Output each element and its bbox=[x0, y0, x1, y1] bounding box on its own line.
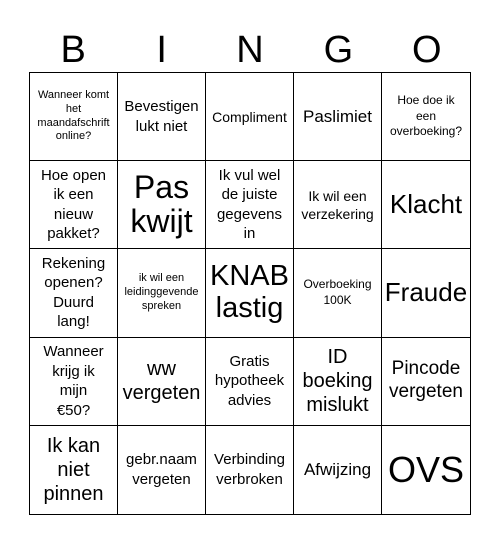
cell-text: Ik kan niet pinnen bbox=[43, 434, 104, 505]
cell-text: ID boeking mislukt bbox=[302, 346, 373, 417]
bingo-grid bbox=[29, 72, 471, 515]
bingo-cell[interactable] bbox=[206, 426, 294, 514]
bingo-cell[interactable] bbox=[30, 426, 118, 514]
cell-text: Compliment bbox=[212, 108, 287, 125]
bingo-cell[interactable] bbox=[206, 73, 294, 161]
header-letter-i: I bbox=[156, 29, 167, 71]
cell-text: gebr.naam vergeten bbox=[126, 451, 197, 488]
bingo-cell[interactable] bbox=[118, 338, 206, 426]
cell-text: Pincode vergeten bbox=[389, 358, 463, 403]
cell-text: Wanneer komt het maandafschrift online? bbox=[37, 89, 110, 143]
cell-text: Klacht bbox=[389, 188, 463, 219]
cell-text: ik wil een leidinggevende spreken bbox=[124, 272, 199, 312]
bingo-cell[interactable] bbox=[382, 249, 470, 337]
bingo-cell[interactable] bbox=[382, 338, 470, 426]
cell-text: Rekening openen? Duurd lang! bbox=[41, 254, 106, 331]
header-letter-b: B bbox=[60, 29, 86, 71]
cell-text: Gratis hypotheek advies bbox=[214, 352, 285, 409]
bingo-cell[interactable] bbox=[382, 161, 470, 249]
bingo-cell[interactable] bbox=[382, 426, 470, 514]
header-letter-n: N bbox=[236, 29, 264, 71]
bingo-cell[interactable] bbox=[294, 249, 382, 337]
bingo-cell[interactable] bbox=[206, 161, 294, 249]
cell-text: Pas kwijt bbox=[130, 169, 193, 239]
bingo-cell[interactable] bbox=[30, 249, 118, 337]
bingo-cell[interactable] bbox=[294, 73, 382, 161]
bingo-cell[interactable] bbox=[30, 73, 118, 161]
bingo-cell[interactable] bbox=[294, 161, 382, 249]
bingo-cell[interactable] bbox=[294, 338, 382, 426]
bingo-cell[interactable] bbox=[118, 161, 206, 249]
cell-text: Afwijzing bbox=[303, 460, 372, 480]
bingo-cell[interactable] bbox=[30, 338, 118, 426]
cell-text: Paslimiet bbox=[303, 106, 372, 126]
header-letter-g: G bbox=[323, 29, 354, 71]
cell-text: Ik vul wel de juiste gegevens in bbox=[216, 166, 283, 243]
cell-text: Ik wil een verzekering bbox=[301, 187, 374, 222]
cell-text: Bevestigen lukt niet bbox=[124, 98, 199, 135]
header-letter-o: O bbox=[412, 29, 442, 71]
cell-text: KNAB lastig bbox=[210, 260, 289, 324]
cell-text: Hoe doe ik een overboeking? bbox=[389, 93, 463, 139]
bingo-header bbox=[29, 28, 471, 72]
bingo-cell[interactable] bbox=[206, 249, 294, 337]
cell-text: Wanneer krijg ik mijn €50? bbox=[43, 343, 104, 419]
bingo-cell[interactable] bbox=[294, 426, 382, 514]
bingo-cell[interactable] bbox=[118, 73, 206, 161]
bingo-cell[interactable] bbox=[206, 338, 294, 426]
bingo-cell[interactable] bbox=[118, 249, 206, 337]
cell-text: OVS bbox=[387, 448, 465, 490]
bingo-cell[interactable] bbox=[118, 426, 206, 514]
cell-text: Verbinding verbroken bbox=[214, 451, 285, 488]
cell-text: Hoe open ik een nieuw pakket? bbox=[40, 166, 107, 243]
cell-text: Overboeking 100K bbox=[303, 277, 372, 307]
bingo-cell[interactable] bbox=[30, 161, 118, 249]
cell-text: Fraude bbox=[384, 277, 468, 308]
cell-text: ww vergeten bbox=[122, 358, 201, 405]
bingo-cell[interactable] bbox=[382, 73, 470, 161]
